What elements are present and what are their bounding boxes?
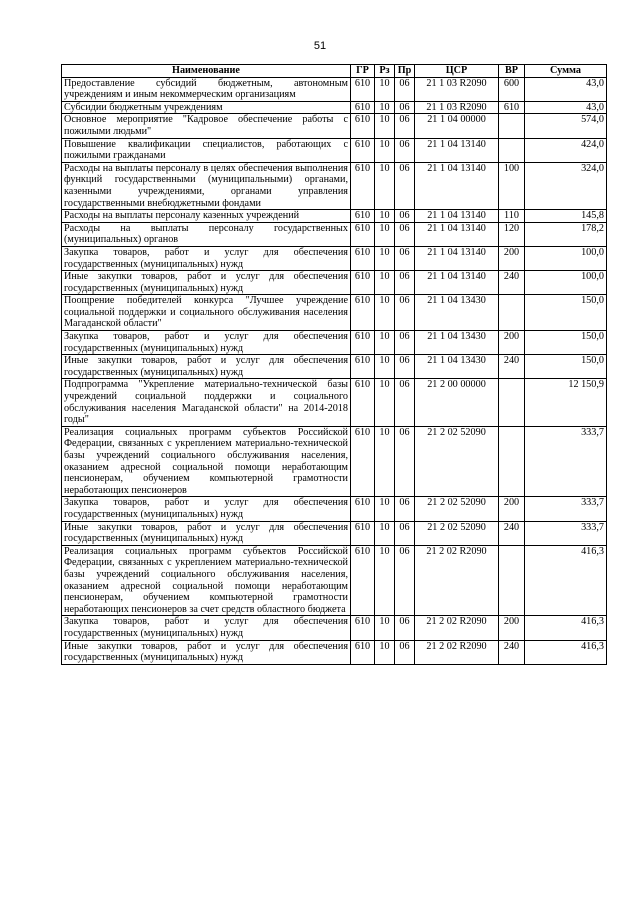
cell-name: Расходы на выплаты персоналу казенных учреждений: [62, 210, 351, 223]
cell-pr: 06: [395, 114, 415, 138]
table-row: [62, 426, 607, 497]
cell-gr: 610: [351, 295, 375, 331]
cell-csr: 21 1 03 R2090: [415, 77, 499, 101]
cell-csr: 21 2 02 52090: [415, 521, 499, 545]
header-gr: ГР: [351, 65, 375, 78]
cell-rz: 10: [375, 162, 395, 209]
cell-sum: 333,7: [525, 521, 607, 545]
cell-vr: 200: [499, 616, 525, 640]
cell-csr: 21 2 02 52090: [415, 426, 499, 497]
cell-rz: 10: [375, 379, 395, 426]
cell-csr: 21 1 04 00000: [415, 114, 499, 138]
cell-pr: 06: [395, 222, 415, 246]
cell-sum: 43,0: [525, 77, 607, 101]
cell-pr: 06: [395, 521, 415, 545]
cell-rz: 10: [375, 271, 395, 295]
table-row: [62, 640, 607, 664]
cell-csr: 21 1 04 13140: [415, 162, 499, 209]
cell-vr: 100: [499, 162, 525, 209]
budget-table: [61, 64, 607, 665]
cell-gr: 610: [351, 222, 375, 246]
header-name: Наименование: [62, 65, 351, 78]
table-row: [62, 545, 607, 616]
cell-gr: 610: [351, 616, 375, 640]
cell-sum: 43,0: [525, 101, 607, 114]
cell-pr: 06: [395, 640, 415, 664]
cell-name: Повышение квалификации специалистов, работающих с пожилыми гражданами: [62, 138, 351, 162]
cell-rz: 10: [375, 114, 395, 138]
cell-pr: 06: [395, 101, 415, 114]
cell-vr: 120: [499, 222, 525, 246]
cell-vr: [499, 379, 525, 426]
cell-csr: 21 1 04 13430: [415, 331, 499, 355]
cell-gr: 610: [351, 246, 375, 270]
cell-name: Расходы на выплаты персоналу в целях обеспечения выполнения функций государственными (муниципальными) органами, казенными учреждениями, органами управления государственными внебюджетными фондами: [62, 162, 351, 209]
table-row: [62, 222, 607, 246]
table-row: [62, 379, 607, 426]
cell-rz: 10: [375, 640, 395, 664]
cell-sum: 100,0: [525, 271, 607, 295]
cell-name: Закупка товаров, работ и услуг для обеспечения государственных (муниципальных) нужд: [62, 246, 351, 270]
table-row: [62, 162, 607, 209]
cell-name: Поощрение победителей конкурса "Лучшее учреждение социальной поддержки и социального обслуживания населения Магаданской области": [62, 295, 351, 331]
cell-sum: 150,0: [525, 355, 607, 379]
cell-sum: 574,0: [525, 114, 607, 138]
cell-name: Иные закупки товаров, работ и услуг для обеспечения государственных (муниципальных) нужд: [62, 355, 351, 379]
cell-sum: 424,0: [525, 138, 607, 162]
cell-csr: 21 1 04 13140: [415, 222, 499, 246]
cell-vr: 610: [499, 101, 525, 114]
cell-sum: 145,8: [525, 210, 607, 223]
cell-vr: 240: [499, 521, 525, 545]
table-header-row: [62, 65, 607, 78]
cell-gr: 610: [351, 114, 375, 138]
cell-gr: 610: [351, 426, 375, 497]
cell-rz: 10: [375, 77, 395, 101]
cell-name: Предоставление субсидий бюджетным, автономным учреждениям и иным некоммерческим организациям: [62, 77, 351, 101]
cell-sum: 333,7: [525, 497, 607, 521]
table-row: [62, 521, 607, 545]
header-sum: Сумма: [525, 65, 607, 78]
cell-name: Иные закупки товаров, работ и услуг для обеспечения государственных (муниципальных) нужд: [62, 640, 351, 664]
cell-gr: 610: [351, 271, 375, 295]
cell-rz: 10: [375, 246, 395, 270]
table-row: [62, 331, 607, 355]
cell-csr: 21 1 04 13430: [415, 355, 499, 379]
cell-pr: 06: [395, 138, 415, 162]
cell-csr: 21 2 02 R2090: [415, 545, 499, 616]
cell-name: Иные закупки товаров, работ и услуг для обеспечения государственных (муниципальных) нужд: [62, 521, 351, 545]
cell-name: Субсидии бюджетным учреждениям: [62, 101, 351, 114]
cell-sum: 150,0: [525, 295, 607, 331]
cell-gr: 610: [351, 379, 375, 426]
cell-vr: 200: [499, 331, 525, 355]
table-row: [62, 271, 607, 295]
cell-gr: 610: [351, 497, 375, 521]
cell-pr: 06: [395, 331, 415, 355]
cell-gr: 610: [351, 331, 375, 355]
cell-vr: [499, 114, 525, 138]
table-row: [62, 101, 607, 114]
cell-vr: 240: [499, 640, 525, 664]
cell-vr: 240: [499, 355, 525, 379]
table-row: [62, 616, 607, 640]
cell-gr: 610: [351, 162, 375, 209]
cell-pr: 06: [395, 379, 415, 426]
cell-name: Иные закупки товаров, работ и услуг для обеспечения государственных (муниципальных) нужд: [62, 271, 351, 295]
cell-pr: 06: [395, 616, 415, 640]
table-row: [62, 295, 607, 331]
header-pr: Пр: [395, 65, 415, 78]
cell-csr: 21 1 04 13140: [415, 210, 499, 223]
cell-gr: 610: [351, 640, 375, 664]
cell-gr: 610: [351, 545, 375, 616]
header-vr: ВР: [499, 65, 525, 78]
cell-csr: 21 1 04 13140: [415, 271, 499, 295]
table-row: [62, 246, 607, 270]
cell-name: Расходы на выплаты персоналу государственных (муниципальных) органов: [62, 222, 351, 246]
cell-rz: 10: [375, 355, 395, 379]
cell-csr: 21 2 02 R2090: [415, 616, 499, 640]
cell-pr: 06: [395, 497, 415, 521]
cell-pr: 06: [395, 426, 415, 497]
cell-csr: 21 2 02 52090: [415, 497, 499, 521]
cell-csr: 21 2 00 00000: [415, 379, 499, 426]
cell-vr: 240: [499, 271, 525, 295]
table-row: [62, 210, 607, 223]
cell-pr: 06: [395, 295, 415, 331]
cell-rz: 10: [375, 616, 395, 640]
cell-rz: 10: [375, 426, 395, 497]
cell-name: Закупка товаров, работ и услуг для обеспечения государственных (муниципальных) нужд: [62, 497, 351, 521]
cell-gr: 610: [351, 101, 375, 114]
cell-pr: 06: [395, 77, 415, 101]
cell-name: Закупка товаров, работ и услуг для обеспечения государственных (муниципальных) нужд: [62, 331, 351, 355]
cell-sum: 416,3: [525, 545, 607, 616]
cell-vr: [499, 138, 525, 162]
cell-name: Закупка товаров, работ и услуг для обеспечения государственных (муниципальных) нужд: [62, 616, 351, 640]
cell-csr: 21 2 02 R2090: [415, 640, 499, 664]
cell-name: Реализация социальных программ субъектов Российской Федерации, связанных с укреплением материально-технической базы учреждений социального обслуживания населения, оказанием адресной социальной помощи неработающим пенсионерам, обучением компьютерной грамотности неработающих пенсионеров: [62, 426, 351, 497]
table-row: [62, 77, 607, 101]
cell-gr: 610: [351, 138, 375, 162]
cell-csr: 21 1 03 R2090: [415, 101, 499, 114]
cell-sum: 324,0: [525, 162, 607, 209]
cell-rz: 10: [375, 545, 395, 616]
cell-pr: 06: [395, 545, 415, 616]
cell-rz: 10: [375, 101, 395, 114]
cell-csr: 21 1 04 13140: [415, 138, 499, 162]
cell-vr: [499, 295, 525, 331]
cell-sum: 12 150,9: [525, 379, 607, 426]
table-row: [62, 114, 607, 138]
cell-name: Подпрограмма "Укрепление материально-технической базы учреждений социальной поддержки и социального обслуживания населения Магаданской области" на 2014-2018 годы": [62, 379, 351, 426]
cell-rz: 10: [375, 222, 395, 246]
cell-csr: 21 1 04 13140: [415, 246, 499, 270]
cell-vr: [499, 426, 525, 497]
cell-gr: 610: [351, 210, 375, 223]
cell-sum: 416,3: [525, 640, 607, 664]
cell-gr: 610: [351, 355, 375, 379]
cell-vr: 600: [499, 77, 525, 101]
cell-rz: 10: [375, 497, 395, 521]
header-csr: ЦСР: [415, 65, 499, 78]
cell-csr: 21 1 04 13430: [415, 295, 499, 331]
cell-rz: 10: [375, 210, 395, 223]
header-rz: Рз: [375, 65, 395, 78]
cell-sum: 150,0: [525, 331, 607, 355]
cell-pr: 06: [395, 246, 415, 270]
cell-sum: 416,3: [525, 616, 607, 640]
cell-pr: 06: [395, 271, 415, 295]
cell-vr: 110: [499, 210, 525, 223]
cell-rz: 10: [375, 331, 395, 355]
table-row: [62, 138, 607, 162]
cell-gr: 610: [351, 521, 375, 545]
cell-sum: 178,2: [525, 222, 607, 246]
cell-vr: 200: [499, 246, 525, 270]
cell-pr: 06: [395, 162, 415, 209]
cell-pr: 06: [395, 355, 415, 379]
cell-rz: 10: [375, 295, 395, 331]
cell-sum: 333,7: [525, 426, 607, 497]
page-number: 51: [313, 40, 327, 52]
cell-rz: 10: [375, 138, 395, 162]
cell-sum: 100,0: [525, 246, 607, 270]
cell-name: Реализация социальных программ субъектов Российской Федерации, связанных с укреплением материально-технической базы учреждений социального обслуживания населения, оказанием адресной социальной помощи неработающим пенсионерам, обучением компьютерной грамотности неработающих пенсионеров за счет средств областного бюджета: [62, 545, 351, 616]
cell-vr: 200: [499, 497, 525, 521]
table-row: [62, 497, 607, 521]
cell-gr: 610: [351, 77, 375, 101]
cell-pr: 06: [395, 210, 415, 223]
cell-name: Основное мероприятие "Кадровое обеспечение работы с пожилыми людьми": [62, 114, 351, 138]
cell-vr: [499, 545, 525, 616]
cell-rz: 10: [375, 521, 395, 545]
table-row: [62, 355, 607, 379]
